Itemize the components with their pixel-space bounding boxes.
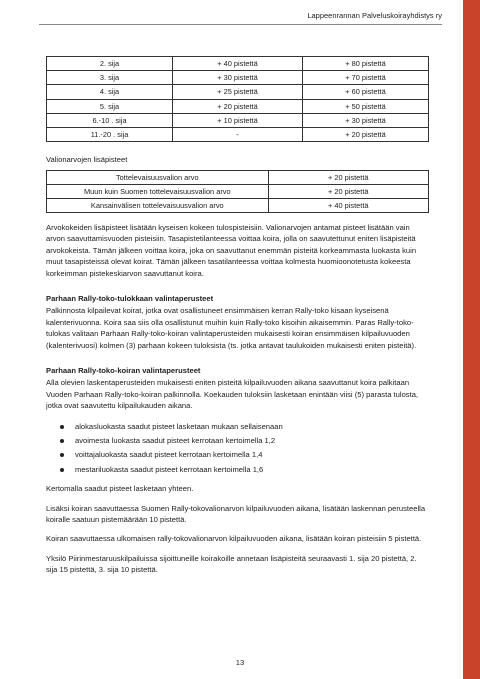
table-cell: Tottelevaisuusvalion arvo <box>47 170 269 184</box>
class-multiplier-list <box>46 421 429 476</box>
table-cell: + 20 pistettä <box>302 127 428 141</box>
table-cell: + 40 pistettä <box>268 198 428 212</box>
table-row <box>47 71 429 85</box>
list-item: voittajaluokasta saadut pisteet kerrotaan kertoimella 1,4 <box>46 449 429 460</box>
table-cell: + 20 pistettä <box>268 170 428 184</box>
list-item: avoimesta luokasta saadut pisteet kerrotaan kertoimella 1,2 <box>46 435 429 446</box>
table-cell: 2. sija <box>47 57 173 71</box>
newcomer-paragraph: Palkinnosta kilpailevat koirat, jotka ovat osallistuneet ensimmäisen kerran Rally-toko kisaan kyseisenä kalenterivuonna. Koira saa siis olla osallistunut muihin kuin Rally-toko kisoihin aikaisemmin. Paras Rally-toko-tulokas valitaan Parhaan Rally-toko-koiran valintaperusteiden mukaisesti koiran ensimmäisen kilpailuvuoden (kalenterivuosi) kolmen (3) parhaan kokeen tuloksista (ts. jotka antavat taulukoiden mukaisesti eniten pisteitä). <box>46 306 417 350</box>
table-cell: Kansainvälisen tottelevaisuusvalion arvo <box>47 198 269 212</box>
table-row <box>47 184 429 198</box>
finland-champion-paragraph: Lisäksi koiran saavuttaessa Suomen Rally-tokovalionarvon kilpailuvuoden aikana, lisätään laskennan perusteella koiralle saatuun pistemäärään 10 pistettä. <box>46 503 426 524</box>
best-dog-paragraph: Alla olevien laskentaperusteiden mukaisesti eniten pisteitä kilpailuvuoden aikana saavuttanut koira palkitaan Vuoden Parhaan Rally-toko-koiran palkinnolla. Koekauden tuloksiin lasketaan enintään viisi (5) parasta tulosta, jotka ovat saavutettu kilpailukauden aikana. <box>46 378 419 411</box>
table-row <box>47 113 429 127</box>
table-cell: + 30 pistettä <box>173 71 303 85</box>
table-row <box>47 198 429 212</box>
table-cell: + 80 pistettä <box>302 57 428 71</box>
table-row <box>47 85 429 99</box>
table-caption: Valionarvojen lisäpisteet <box>46 155 128 165</box>
table-cell: 11.-20 . sija <box>47 127 173 141</box>
table-cell: + 20 pistettä <box>173 99 303 113</box>
table-cell: + 20 pistettä <box>268 184 428 198</box>
bonus-paragraph: Arvokokeiden lisäpisteet lisätään kyseisen kokeen tulospisteisiin. Valionarvojen antamat pisteet lisätään vain arvon saavuttamisvuoden pisteisiin. Tasapistetilanteessa voittaa koira, jolla on saavutettunut eniten lisäpisteitä arvokokeista. Tämän jälkeen voittaa koira, joka on saavuttanut enemmän pisteitä korkeammasta luokasta kuin muut tasapisteissä olevat koirat. Tämän jälkeen tasatilanteessa voittaa kolmesta huomioonotetusta kokeesta korkeimman pistekeskiarvon saavuttanut koira. <box>46 223 417 278</box>
table-cell: Muun kuin Suomen tottelevaisuusvalion arvo <box>47 184 269 198</box>
page-number: 13 <box>235 658 245 667</box>
table-cell: 6.-10 . sija <box>47 113 173 127</box>
table-cell: + 60 pistettä <box>302 85 428 99</box>
table-cell: 4. sija <box>47 85 173 99</box>
list-item: mestariluokasta saadut pisteet kerrotaan kertoimella 1,6 <box>46 464 429 475</box>
table-cell: 5. sija <box>47 99 173 113</box>
list-item: alokasluokasta saadut pisteet lasketaan mukaan sellaisenaan <box>46 421 429 432</box>
table-row <box>47 57 429 71</box>
table-cell: - <box>173 127 303 141</box>
table-cell: + 30 pistettä <box>302 113 428 127</box>
table-cell: + 25 pistettä <box>173 85 303 99</box>
multiplied-paragraph: Kertomalla saadut pisteet lasketaan yhteen. <box>46 484 194 494</box>
table-row <box>47 99 429 113</box>
page-header: Lappeenrannan Palveluskoirayhdistys ry <box>307 11 442 20</box>
page-content <box>46 56 429 575</box>
table-cell: + 50 pistettä <box>302 99 428 113</box>
foreign-champion-paragraph: Koiran saavuttaessa ulkomaisen rally-tokovalionarvon kilpailuvuoden aikana, lisätään koiran pisteisiin 5 pistettä. <box>46 534 422 544</box>
table-cell: + 70 pistettä <box>302 71 428 85</box>
header-divider <box>39 24 442 25</box>
champion-bonus-table <box>46 170 429 214</box>
table-cell: + 40 pistettä <box>173 57 303 71</box>
placement-points-table <box>46 56 429 142</box>
table-row <box>47 170 429 184</box>
section-heading-best-dog: Parhaan Rally-toko-koiran valintaperusteet <box>46 365 201 375</box>
table-row <box>47 127 429 141</box>
accent-side-bar <box>463 0 480 679</box>
table-cell: + 10 pistettä <box>173 113 303 127</box>
district-championship-paragraph: Yksilö Piirinmestaruuskilpailuissa sijoittuneille koirakoille annetaan lisäpisteitä seuraavasti 1. sija 20 pistettä, 2. sija 15 pistettä, 3. sija 10 pistettä. <box>46 553 417 575</box>
section-heading-newcomer: Parhaan Rally-toko-tulokkaan valintaperusteet <box>46 294 214 304</box>
table-cell: 3. sija <box>47 71 173 85</box>
